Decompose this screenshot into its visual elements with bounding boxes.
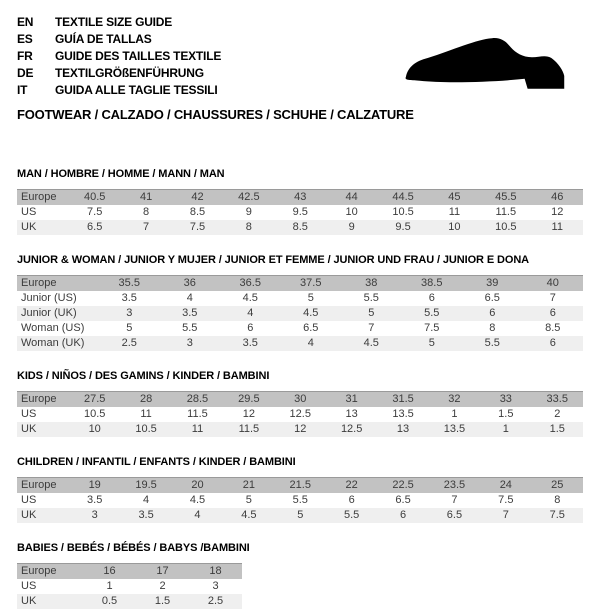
size-cell: 5.5 [344, 509, 360, 521]
size-cell: 8 [554, 494, 561, 506]
row-label: UK [21, 595, 37, 607]
size-cell: 5.5 [182, 322, 198, 334]
size-cell: 8.5 [292, 221, 308, 233]
row-label: UK [21, 423, 37, 435]
language-label: TEXTILGRÖßENFÜHRUNG [55, 66, 204, 80]
language-code: ES [17, 32, 33, 46]
size-table-kids [17, 391, 583, 437]
size-cell: 12 [294, 423, 307, 435]
size-cell: 6.5 [446, 509, 463, 521]
size-cell: 6.5 [87, 221, 103, 233]
size-cell: 5.5 [484, 337, 500, 349]
size-cell: 1 [451, 408, 458, 420]
row-label: Junior (UK) [21, 307, 77, 319]
row-label: UK [21, 221, 37, 233]
size-cell: 30 [294, 393, 307, 405]
size-cell: 4 [307, 337, 314, 349]
size-cell: 39 [486, 277, 499, 289]
size-section-children [17, 456, 583, 523]
size-cell: 2 [554, 408, 561, 420]
size-cell: 5 [297, 509, 304, 521]
row-label: US [21, 580, 37, 592]
size-cell: 45.5 [495, 191, 517, 203]
size-cell: 10 [88, 423, 101, 435]
size-cell: 9 [245, 206, 252, 218]
row-label: UK [21, 509, 37, 521]
table-row [17, 478, 583, 494]
size-cell: 6 [348, 494, 355, 506]
size-cell: 11.5 [495, 206, 517, 218]
size-cell: 12 [242, 408, 255, 420]
category-line: FOOTWEAR / CALZADO / CHAUSSURES / SCHUHE / CALZATURE [17, 107, 414, 122]
size-cell: 25 [551, 479, 564, 491]
size-cell: 35.5 [118, 277, 140, 289]
size-cell: 37.5 [300, 277, 322, 289]
table-row [17, 422, 583, 437]
size-cell: 11 [551, 221, 563, 233]
size-cell: 4 [247, 307, 254, 319]
size-cell: 3 [91, 509, 98, 521]
size-cell: 10.5 [135, 423, 157, 435]
size-cell: 7 [549, 292, 556, 304]
row-label: Europe [21, 191, 57, 203]
size-cell: 13.5 [392, 408, 414, 420]
size-cell: 23.5 [443, 479, 466, 491]
row-label: Europe [21, 479, 57, 491]
size-cell: 44 [345, 191, 358, 203]
language-code: EN [17, 15, 34, 29]
size-cell: 6 [549, 337, 556, 349]
table-row [17, 276, 583, 292]
row-label: Junior (US) [21, 292, 77, 304]
size-cell: 11 [448, 206, 461, 218]
language-label: GUIDA ALLE TAGLIE TESSILI [55, 83, 218, 97]
size-cell: 7.5 [87, 206, 103, 218]
size-cell: 31 [345, 393, 358, 405]
size-cell: 13 [396, 423, 410, 435]
size-cell: 12.5 [340, 423, 363, 435]
table-row [17, 336, 583, 351]
language-label: GUÍA DE TALLAS [55, 32, 152, 46]
table-row [17, 564, 242, 580]
size-cell: 6.5 [484, 292, 500, 304]
row-label: Woman (US) [21, 322, 85, 334]
size-cell: 46 [551, 191, 564, 203]
table-row [17, 306, 583, 321]
size-cell: 36.5 [239, 277, 261, 289]
size-cell: 21.5 [289, 479, 311, 491]
size-cell: 3.5 [182, 307, 198, 319]
size-table-babies [17, 563, 242, 609]
row-label: US [21, 494, 37, 506]
size-cell: 7 [502, 509, 509, 521]
size-cell: 7.5 [424, 322, 440, 334]
size-cell: 29.5 [238, 393, 260, 405]
size-cell: 43 [294, 191, 307, 203]
size-cell: 33.5 [546, 393, 568, 405]
size-cell: 13 [345, 408, 358, 420]
size-cell: 6 [489, 307, 496, 319]
table-row [17, 291, 583, 306]
table-row [17, 407, 583, 422]
size-section-babies [17, 542, 583, 609]
size-cell: 12 [551, 206, 564, 218]
size-cell: 45 [448, 191, 461, 203]
table-row [17, 594, 242, 609]
table-row [17, 190, 583, 206]
table-row [17, 392, 583, 408]
size-cell: 7.5 [549, 509, 565, 521]
size-cell: 32 [448, 393, 461, 405]
size-cell: 8 [143, 206, 150, 218]
size-cell: 28.5 [186, 393, 209, 405]
size-cell: 4.5 [363, 337, 379, 349]
size-cell: 6 [399, 509, 407, 521]
size-cell: 1.5 [154, 595, 171, 607]
size-section-junior-woman [17, 254, 583, 351]
size-cell: 5.5 [363, 292, 379, 304]
size-cell: 20 [191, 479, 204, 491]
size-cell: 13.5 [443, 423, 466, 435]
table-row [17, 508, 583, 523]
size-cell: 7 [368, 322, 375, 334]
size-cell: 27.5 [83, 393, 106, 405]
size-cell: 11 [140, 408, 152, 420]
size-cell: 31.5 [392, 393, 414, 405]
size-cell: 5 [428, 337, 435, 349]
size-cell: 9.5 [395, 221, 411, 233]
size-cell: 1.5 [549, 423, 565, 435]
size-cell: 3.5 [121, 292, 137, 304]
size-cell: 36 [183, 277, 196, 289]
size-cell: 5.5 [292, 494, 308, 506]
size-cell: 11.5 [187, 408, 208, 420]
size-cell: 17 [156, 565, 169, 577]
size-cell: 3 [186, 337, 193, 349]
section-title-babies: BABIES / BEBÉS / BÉBÉS / BABYS /BAMBINI [17, 542, 250, 554]
size-table-junior-woman [17, 275, 583, 351]
size-cell: 4.5 [242, 292, 258, 304]
size-cell: 6 [428, 292, 435, 304]
size-cell: 40.5 [83, 191, 106, 203]
size-cell: 19.5 [135, 479, 157, 491]
size-cell: 2 [159, 580, 166, 592]
size-cell: 42 [191, 191, 204, 203]
size-cell: 9.5 [292, 206, 308, 218]
size-cell: 7.5 [498, 494, 514, 506]
size-cell: 6 [549, 307, 556, 319]
size-cell: 38.5 [421, 277, 443, 289]
table-row [17, 493, 583, 508]
size-cell: 8.5 [545, 322, 561, 334]
size-cell: 3.5 [242, 337, 258, 349]
row-label: Europe [21, 393, 57, 405]
size-section-man [17, 168, 583, 235]
size-cell: 5 [126, 322, 133, 334]
size-cell: 22 [345, 479, 358, 491]
size-cell: 21 [242, 479, 255, 491]
size-cell: 4 [143, 494, 150, 506]
row-label: US [21, 206, 37, 218]
section-title-kids: KIDS / NIÑOS / DES GAMINS / KINDER / BAMBINI [17, 370, 270, 382]
size-cell: 10 [448, 221, 461, 233]
size-cell: 18 [209, 565, 222, 577]
size-cell: 5 [307, 292, 314, 304]
table-row [17, 321, 583, 336]
size-cell: 12.5 [289, 408, 311, 420]
language-label: TEXTILE SIZE GUIDE [55, 15, 173, 29]
size-cell: 5 [245, 494, 252, 506]
size-cell: 11 [191, 423, 204, 435]
row-label: Europe [21, 277, 57, 289]
language-code: DE [17, 66, 34, 80]
table-row [17, 220, 583, 235]
size-cell: 2.5 [207, 595, 224, 607]
size-cell: 4.5 [303, 307, 319, 319]
table-row [17, 205, 583, 220]
size-cell: 10.5 [495, 221, 517, 233]
size-cell: 5.5 [424, 307, 440, 319]
size-cell: 1 [502, 423, 509, 435]
size-cell: 42.5 [238, 191, 260, 203]
size-cell: 16 [103, 565, 116, 577]
size-cell: 44.5 [392, 191, 414, 203]
size-cell: 40 [546, 277, 559, 289]
size-table-children [17, 477, 583, 523]
size-cell: 4.5 [241, 509, 257, 521]
size-cell: 11.5 [238, 423, 260, 435]
size-cell: 10 [345, 206, 358, 218]
row-label: US [21, 408, 37, 420]
size-cell: 3.5 [87, 494, 103, 506]
size-cell: 8 [489, 322, 496, 334]
size-cell: 1 [106, 580, 113, 592]
size-cell: 3.5 [138, 509, 154, 521]
size-cell: 0.5 [101, 595, 118, 607]
size-cell: 7 [451, 494, 458, 506]
size-cell: 1.5 [498, 408, 514, 420]
language-label: GUIDE DES TAILLES TEXTILE [55, 49, 222, 63]
size-cell: 38 [365, 277, 378, 289]
size-cell: 7 [143, 221, 150, 233]
size-cell: 4 [194, 509, 201, 521]
size-cell: 9 [348, 221, 355, 233]
size-cell: 19 [88, 479, 101, 491]
row-label: Woman (UK) [21, 337, 85, 349]
size-cell: 5 [368, 307, 375, 319]
row-label: Europe [21, 565, 57, 577]
size-cell: 7.5 [189, 221, 206, 233]
size-cell: 6 [247, 322, 254, 334]
size-cell: 4.5 [189, 494, 206, 506]
size-cell: 28 [139, 393, 153, 405]
size-cell: 33 [499, 393, 512, 405]
section-title-man: MAN / HOMBRE / HOMME / MANN / MAN [17, 168, 225, 180]
section-title-children: CHILDREN / INFANTIL / ENFANTS / KINDER / BAMBINI [17, 456, 296, 468]
size-cell: 6.5 [303, 322, 319, 334]
language-code: FR [17, 49, 33, 63]
size-cell: 24 [499, 479, 512, 491]
size-tables [0, 168, 600, 609]
size-cell: 10.5 [392, 206, 414, 218]
shoe-icon [398, 25, 586, 97]
size-cell: 2.5 [121, 337, 137, 349]
size-cell: 3 [126, 307, 133, 319]
size-cell: 8 [245, 221, 252, 233]
table-row [17, 579, 242, 594]
section-title-junior-woman: JUNIOR & WOMAN / JUNIOR Y MUJER / JUNIOR ET FEMME / JUNIOR UND FRAU / JUNIOR E DONA [17, 254, 530, 266]
size-cell: 6.5 [395, 494, 411, 506]
size-cell: 10.5 [83, 408, 106, 420]
size-cell: 3 [212, 580, 219, 592]
size-cell: 22.5 [392, 479, 414, 491]
language-code: IT [17, 83, 28, 97]
header [0, 0, 600, 122]
size-table-man [17, 189, 583, 235]
size-cell: 41 [139, 191, 153, 203]
size-section-kids [17, 370, 583, 437]
size-cell: 8.5 [189, 206, 206, 218]
size-cell: 4 [186, 292, 193, 304]
